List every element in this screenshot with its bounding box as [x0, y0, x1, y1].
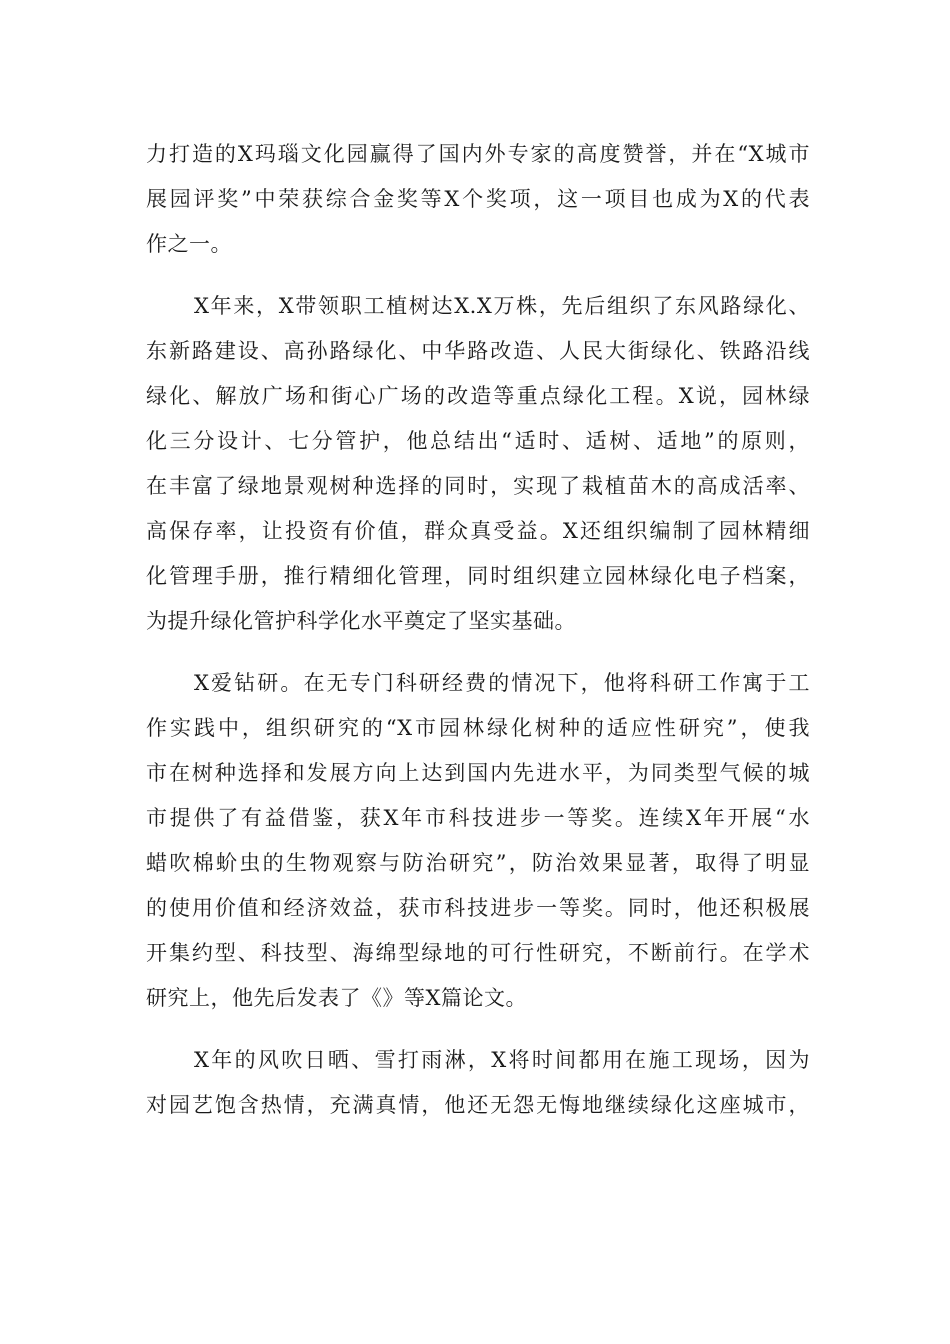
paragraph-3	[146, 661, 810, 1021]
paragraph-1	[146, 132, 810, 267]
paragraph-line: 市提供了有益借鉴，获X年市科技进步一等奖。连续X年开展“水	[146, 806, 810, 830]
paragraph-line: 化管理手册，推行精细化管理，同时组织建立园林绿化电子档案，	[146, 564, 810, 588]
paragraph-line: 的使用价值和经济效益，获市科技进步一等奖。同时，他还积极展	[146, 896, 810, 920]
paragraph-line: 绿化、解放广场和街心广场的改造等重点绿化工程。X说，园林绿	[146, 384, 810, 408]
paragraph-line: 在丰富了绿地景观树种选择的同时，实现了栽植苗木的高成活率、	[146, 474, 810, 498]
paragraph-line: 力打造的X玛瑙文化园赢得了国内外专家的高度赞誉，并在“X城市	[146, 142, 810, 166]
paragraph-line: 对园艺饱含热情，充满真情，他还无怨无悔地继续绿化这座城市，	[146, 1093, 810, 1117]
paragraph-line: 高保存率，让投资有价值，群众真受益。X还组织编制了园林精细	[146, 519, 810, 543]
paragraph-line: X年的风吹日晒、雪打雨淋，X将时间都用在施工现场，因为	[194, 1048, 810, 1072]
paragraph-2	[146, 284, 810, 644]
paragraph-line: 作实践中，组织研究的“X市园林绿化树种的适应性研究”，使我	[146, 716, 810, 740]
document-body	[146, 132, 810, 1128]
paragraph-line: 作之一。	[146, 232, 232, 256]
paragraph-line: 研究上，他先后发表了《》等X篇论文。	[146, 986, 527, 1010]
paragraph-line: 开集约型、科技型、海绵型绿地的可行性研究，不断前行。在学术	[146, 941, 810, 965]
paragraph-4	[146, 1038, 810, 1128]
paragraph-line: 为提升绿化管护科学化水平奠定了坚实基础。	[146, 609, 576, 633]
paragraph-line: 东新路建设、高孙路绿化、中华路改造、人民大街绿化、铁路沿线	[146, 339, 810, 363]
paragraph-line: 展园评奖”中荣获综合金奖等X个奖项，这一项目也成为X的代表	[146, 187, 810, 211]
paragraph-line: 化三分设计、七分管护，他总结出“适时、适树、适地”的原则，	[146, 429, 810, 453]
paragraph-line: X爱钻研。在无专门科研经费的情况下，他将科研工作寓于工	[194, 671, 810, 695]
paragraph-line: 蜡吹棉蚧虫的生物观察与防治研究”，防治效果显著，取得了明显	[146, 851, 810, 875]
paragraph-line: 市在树种选择和发展方向上达到国内先进水平，为同类型气候的城	[146, 761, 810, 785]
paragraph-line: X年来，X带领职工植树达X.X万株，先后组织了东风路绿化、	[194, 294, 810, 318]
